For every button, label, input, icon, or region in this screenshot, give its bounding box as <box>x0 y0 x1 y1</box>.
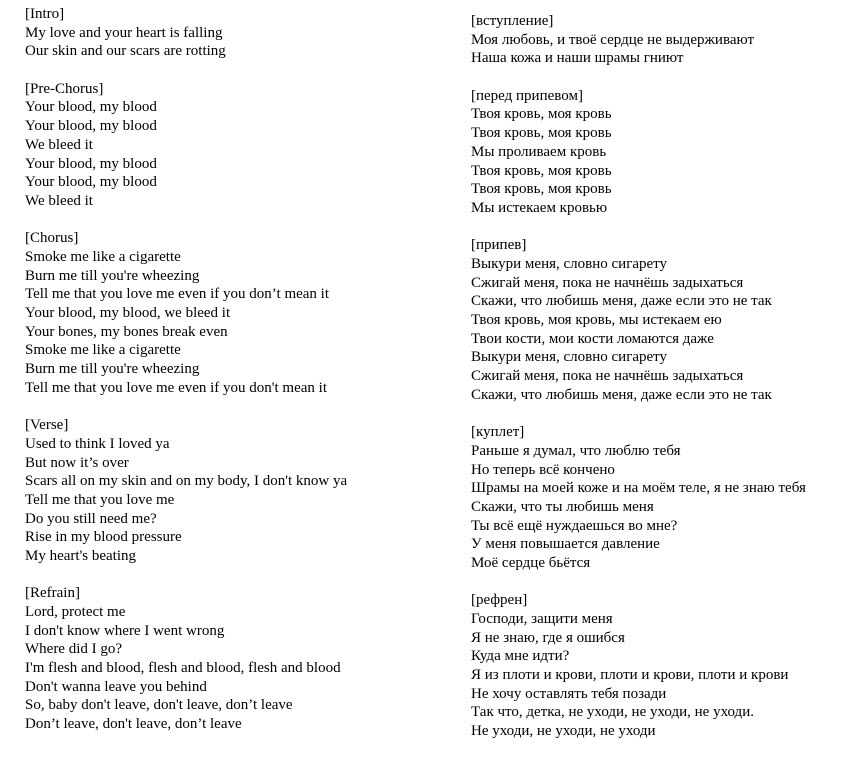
lyric-line: We bleed it <box>25 192 93 209</box>
lyric-line: Господи, защити меня <box>471 611 613 627</box>
lyric-line: Моя любовь, и твоё сердце не выдерживают <box>471 31 755 48</box>
section-title: [рефрен] <box>471 592 528 609</box>
lyric-line: So, baby don't leave, don't leave, don’t leave <box>25 697 293 714</box>
lyric-line: Куда мне идти? <box>471 648 570 665</box>
lyric-line: But now it’s over <box>25 454 129 471</box>
lyric-line: We bleed it <box>25 136 93 153</box>
lyric-line: I'm flesh and blood, flesh and blood, flesh and blood <box>25 660 341 677</box>
lyric-line: Так что, детка, не уходи, не уходи, не уходи. <box>471 704 754 721</box>
lyric-line: Scars all on my skin and on my body, I don't know ya <box>25 473 348 490</box>
section-title: [перед припевом] <box>471 87 583 104</box>
lyric-line: Your blood, my blood <box>25 174 157 191</box>
lyric-line: Твоя кровь, моя кровь <box>471 181 612 198</box>
section-verse-ru <box>471 423 806 573</box>
lyric-line: Сжигай меня, пока не начнёшь задыхаться <box>471 368 744 385</box>
lyric-line: Used to think I loved ya <box>25 435 170 452</box>
lyric-line: Smoke me like a cigarette <box>25 248 181 265</box>
section-title: [Refrain] <box>25 585 80 602</box>
section-verse-en <box>25 416 347 566</box>
lyric-line: My heart's beating <box>25 547 137 564</box>
lyric-line: Don’t leave, don't leave, don’t leave <box>25 716 242 733</box>
lyric-line: Tell me that you love me even if you don’t mean it <box>25 286 330 303</box>
section-intro-ru <box>471 12 806 68</box>
section-title: [Chorus] <box>25 230 79 247</box>
lyric-line: Your blood, my blood <box>25 99 157 116</box>
lyric-line: Мы проливаем кровь <box>471 143 607 160</box>
lyric-line: Скажи, что любишь меня, даже если это не так <box>471 293 772 310</box>
lyric-line: Не уходи, не уходи, не уходи <box>471 723 656 740</box>
lyric-line: Наша кожа и наши шрамы гниют <box>471 50 684 67</box>
lyric-line: Моё сердце бьётся <box>471 554 591 571</box>
lyric-line: Выкури меня, словно сигарету <box>471 255 668 272</box>
section-title: [Pre-Chorus] <box>25 80 104 97</box>
lyric-line: Твоя кровь, моя кровь <box>471 125 612 142</box>
section-pre-chorus-ru <box>471 87 806 218</box>
lyric-line: Раньше я думал, что люблю тебя <box>471 442 681 459</box>
lyric-line: Rise in my blood pressure <box>25 529 182 546</box>
lyric-line: Мы истекаем кровью <box>471 199 608 216</box>
lyric-line: Твоя кровь, моя кровь, мы истекаем ею <box>471 312 722 328</box>
lyric-line: Я из плоти и крови, плоти и крови, плоти и крови <box>471 667 789 684</box>
lyric-line: Скажи, что ты любишь меня <box>471 498 654 515</box>
lyric-line: Скажи, что любишь меня, даже если это не так <box>471 386 772 403</box>
lyric-line: Шрамы на моей коже и на моём теле, я не знаю тебя <box>471 480 806 497</box>
lyric-line: I don't know where I went wrong <box>25 622 225 639</box>
lyric-line: Твоя кровь, моя кровь <box>471 162 612 179</box>
lyric-line: Tell me that you love me <box>25 491 175 508</box>
lyric-line: Your blood, my blood <box>25 155 157 172</box>
lyric-line: Burn me till you're wheezing <box>25 267 200 284</box>
section-chorus-en <box>25 229 347 397</box>
section-title: [припев] <box>471 237 527 254</box>
lyric-line: Lord, protect me <box>25 604 126 620</box>
lyric-line: Burn me till you're wheezing <box>25 361 200 378</box>
lyric-line: Do you still need me? <box>25 510 157 527</box>
lyric-line: Your blood, my blood <box>25 118 157 135</box>
lyric-line: Сжигай меня, пока не начнёшь задыхаться <box>471 274 744 291</box>
lyric-line: Твоя кровь, моя кровь <box>471 106 612 123</box>
lyric-line: Выкури меня, словно сигарету <box>471 349 668 366</box>
lyric-line: Smoke me like a cigarette <box>25 342 181 359</box>
section-chorus-ru <box>471 236 806 404</box>
russian-lyrics-column <box>471 12 806 760</box>
lyric-line: Я не знаю, где я ошибся <box>471 629 625 646</box>
section-intro-en <box>25 5 347 61</box>
section-refrain-ru <box>471 591 806 741</box>
lyric-line: Your bones, my bones break even <box>25 323 228 340</box>
lyric-line: Tell me that you love me even if you don't mean it <box>25 379 327 396</box>
lyric-line: Ты всё ещё нуждаешься во мне? <box>471 517 678 534</box>
lyric-line: Don't wanna leave you behind <box>25 678 207 695</box>
section-title: [Intro] <box>25 6 65 22</box>
lyric-line: Your blood, my blood, we bleed it <box>25 305 231 321</box>
lyric-line: Не хочу оставлять тебя позади <box>471 685 667 702</box>
section-refrain-en <box>25 584 347 734</box>
lyric-line: My love and your heart is falling <box>25 24 223 41</box>
english-lyrics-column <box>25 5 347 753</box>
lyric-line: Our skin and our scars are rotting <box>25 43 226 60</box>
section-title: [куплет] <box>471 424 525 441</box>
lyric-line: Твои кости, мои кости ломаются даже <box>471 330 714 347</box>
section-title: [Verse] <box>25 417 69 434</box>
section-pre-chorus-en <box>25 80 347 211</box>
lyric-line: У меня повышается давление <box>471 536 660 553</box>
lyric-line: Но теперь всё кончено <box>471 461 615 478</box>
lyric-line: Where did I go? <box>25 641 123 658</box>
section-title: [вступление] <box>471 13 554 29</box>
